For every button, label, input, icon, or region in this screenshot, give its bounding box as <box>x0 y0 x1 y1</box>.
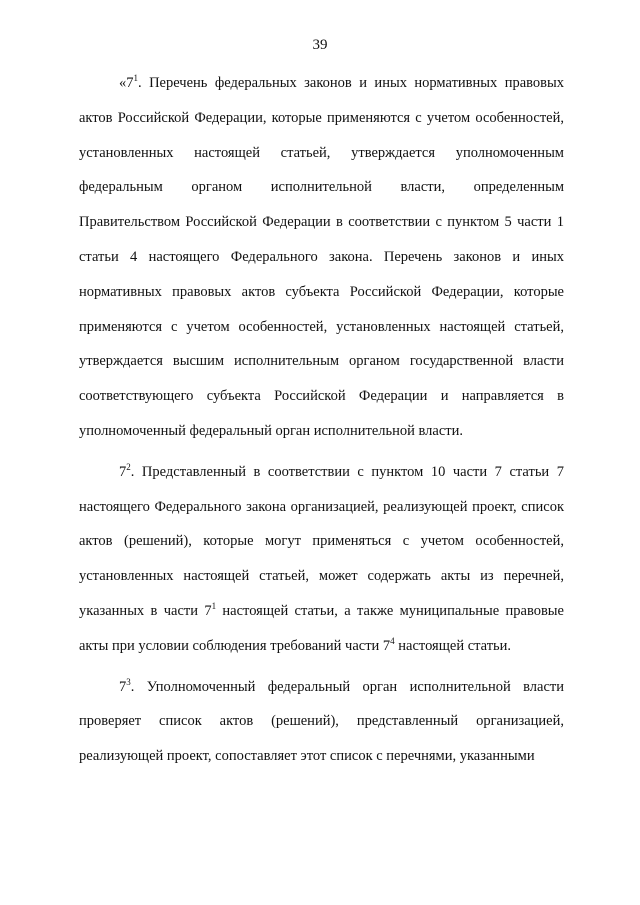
open-quote: « <box>119 75 127 91</box>
paragraph-7-3 <box>79 670 564 774</box>
paragraph-text-b: настоящей статьи, а также муниципальные правовые акты при условии соблюдения требований части 7 <box>79 602 564 654</box>
section-number: 7 <box>119 463 127 480</box>
paragraph-text: . Уполномоченный федеральный орган исполнительной власти проверяет список актов (решений), представленный организацией, реализующей проект, сопоставляет этот список с перечнями, указанными <box>79 678 564 765</box>
page-number: 39 <box>312 37 328 53</box>
document-body <box>79 66 564 774</box>
paragraph-text-a: . Представленный в соответствии с пунктом 10 части 7 статьи 7 настоящего Федерального закона организацией, реализующей проект, список актов (решений), которые могут применяться с учетом особенностей, установленных настоящей статьей, может содержать акты из перечней, указанных в части 7 <box>79 463 564 619</box>
paragraph-7-2 <box>79 455 564 664</box>
paragraph-text: . Перечень федеральных законов и иных нормативных правовых актов Российской Федерации, которые применяются с учетом особенностей, установленных настоящей статьей, утверждается уполномоченным федеральным органом исполнительной власти, определенным Правительством Российской Федерации в соответствии с пунктом 5 части 1 статьи 4 настоящего Федерального закона. Перечень законов и иных нормативных правовых актов субъекта Российской Федерации, которые применяются с учетом особенностей, установленных настоящей статьей, утверждается высшим исполнительным органом государственной власти соответствующего субъекта Российской Федерации и направляется в уполномоченный федеральный орган исполнительной власти. <box>79 75 564 439</box>
section-superscript: 3 <box>126 676 131 687</box>
reference-superscript: 4 <box>390 635 395 646</box>
section-superscript: 2 <box>126 461 131 472</box>
paragraph-7-1 <box>79 66 564 449</box>
section-number: 7 <box>119 678 127 695</box>
section-superscript: 1 <box>133 73 138 83</box>
section-number: 7 <box>126 75 134 91</box>
reference-superscript: 1 <box>211 600 217 611</box>
paragraph-text-c: настоящей статьи. <box>394 637 512 654</box>
